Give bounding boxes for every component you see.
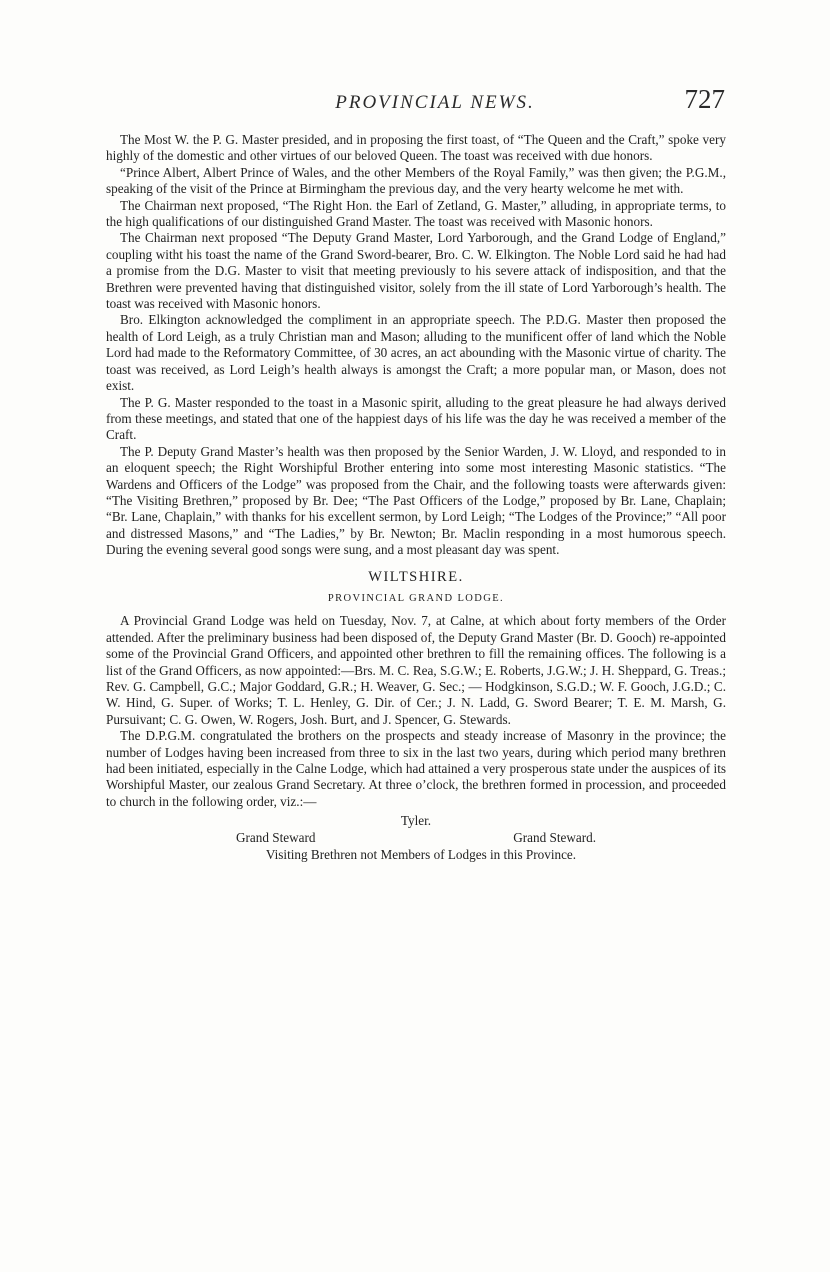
procession-order (106, 812, 726, 863)
section-subheading: PROVINCIAL GRAND LODGE. (327, 592, 505, 604)
section-heading: WILTSHIRE. (368, 568, 464, 585)
procession-line (106, 812, 726, 829)
running-head (0, 84, 830, 118)
paragraph: A Provincial Grand Lodge was held on Tuesday, Nov. 7, at Calne, at which about forty members of the Order attended. After the preliminary business had been disposed of, the Deputy Grand Master (Br. D. Gooch) re-appointed some of the Provincial Grand Officers, and appointed other brethren to fill the remaining offices. The following is a list of the Grand Officers, as now appointed:—Brs. M. C. Rea, S.G.W.; E. Roberts, J.G.W.; J. H. Sheppard, G. Treas.; Rev. G. Campbell, G.C.; Major Goddard, G.R.; H. Weaver, G. Sec.; — Hodgkinson, S.G.D.; W. F. Gooch, J.G.D.; C. W. Hind, G. Super. of Works; T. L. Henley, G. Dir. of Cer.; J. N. Ladd, G. Sword Bearer; T. E. M. Marsh, G. Pursuivant; C. G. Owen, W. Rogers, Josh. Burt, and J. Spencer, G. Stewards. (106, 613, 726, 727)
paragraph: The Chairman next proposed, “The Right Hon. the Earl of Zetland, G. Master,” alluding, in appropriate terms, to the high qualifications of our distinguished Grand Master. The toast was received with Masonic honors. (106, 197, 726, 230)
paragraph: The Most W. the P. G. Master presided, and in proposing the first toast, of “The Queen and the Craft,” spoke very highly of the domestic and other virtues of our beloved Queen. The toast was received with due honors. (106, 132, 726, 164)
article-body (106, 132, 726, 863)
procession-left-steward: Grand Steward (236, 830, 316, 846)
procession-tyler: Tyler. (400, 813, 432, 829)
paragraph: The Chairman next proposed “The Deputy Grand Master, Lord Yarborough, and the Grand Lodge of England,” coupling witht his toast the name of the Grand Sword-bearer, Bro. C. W. Elkington. The Noble Lord said he had had a promise from the D.G. Master to visit that meeting previously to his severe attack of indisposition, and that the Brethren were prevented having that distinguished visitor, solely from the ill state of Lord Yarborough’s health. The toast was received with Masonic honors. (106, 230, 726, 312)
paragraph: The P. G. Master responded to the toast in a Masonic spirit, alluding to the great pleasure he had always derived from these meetings, and stated that one of the happiest days of his life was the day he was received a member of the Craft. (106, 394, 726, 443)
paragraph: Bro. Elkington acknowledged the compliment in an appropriate speech. The P.D.G. Master then proposed the health of Lord Leigh, as a truly Christian man and Mason; alluding to the munificent offer of land which the Noble Lord had made to the Reformatory Committee, of 30 acres, an act abounding with the Masonic virtue of charity. The toast was received, as Lord Leigh’s health always is amongst the Craft; a more popular man, or Mason, does not exist. (106, 312, 726, 394)
procession-visiting-brethren: Visiting Brethren not Members of Lodges in this Province. (265, 847, 577, 863)
paragraph: The P. Deputy Grand Master’s health was then proposed by the Senior Warden, J. W. Lloyd, and responded to in an eloquent speech; the Right Worshipful Brother entering into some most interesting Masonic statistics. “The Wardens and Officers of the Lodge” was proposed from the Chair, and the following toasts were afterwards given: “The Visiting Brethren,” proposed by Br. Dee; “The Past Officers of the Lodge,” proposed by Br. Lane, Chaplain; “Br. Lane, Chaplain,” with thanks for his excellent sermon, by Lord Leigh; “The Lodges of the Province;” “All poor and distressed Masons,” and “The Ladies,” by Br. Newton; Br. Maclin responding in a most humorous speech. During the evening several good songs were sung, and a most pleasant day was spent. (106, 443, 726, 558)
running-title: PROVINCIAL NEWS. (335, 92, 535, 113)
page-number: 727 (684, 84, 725, 114)
paragraph: “Prince Albert, Albert Prince of Wales, and the other Members of the Royal Family,” was then given; the P.G.M., speaking of the visit of the Prince at Birmingham the previous day, and the very hearty welcome he met with. (106, 164, 726, 197)
procession-stewards (236, 829, 596, 846)
paragraph: The D.P.G.M. congratulated the brothers on the prospects and steady increase of Masonry in the province; the number of Lodges having been increased from three to six in the last two years, during which period many brethren had been initiated, especially in the Calne Lodge, which had attained a very prosperous state under the auspices of its Worshipful Master, our zealous Grand Secretary. At three o’clock, the brethren formed in procession, and proceeded to church in the following order, viz.:— (106, 728, 726, 809)
procession-right-steward: Grand Steward. (513, 830, 596, 846)
